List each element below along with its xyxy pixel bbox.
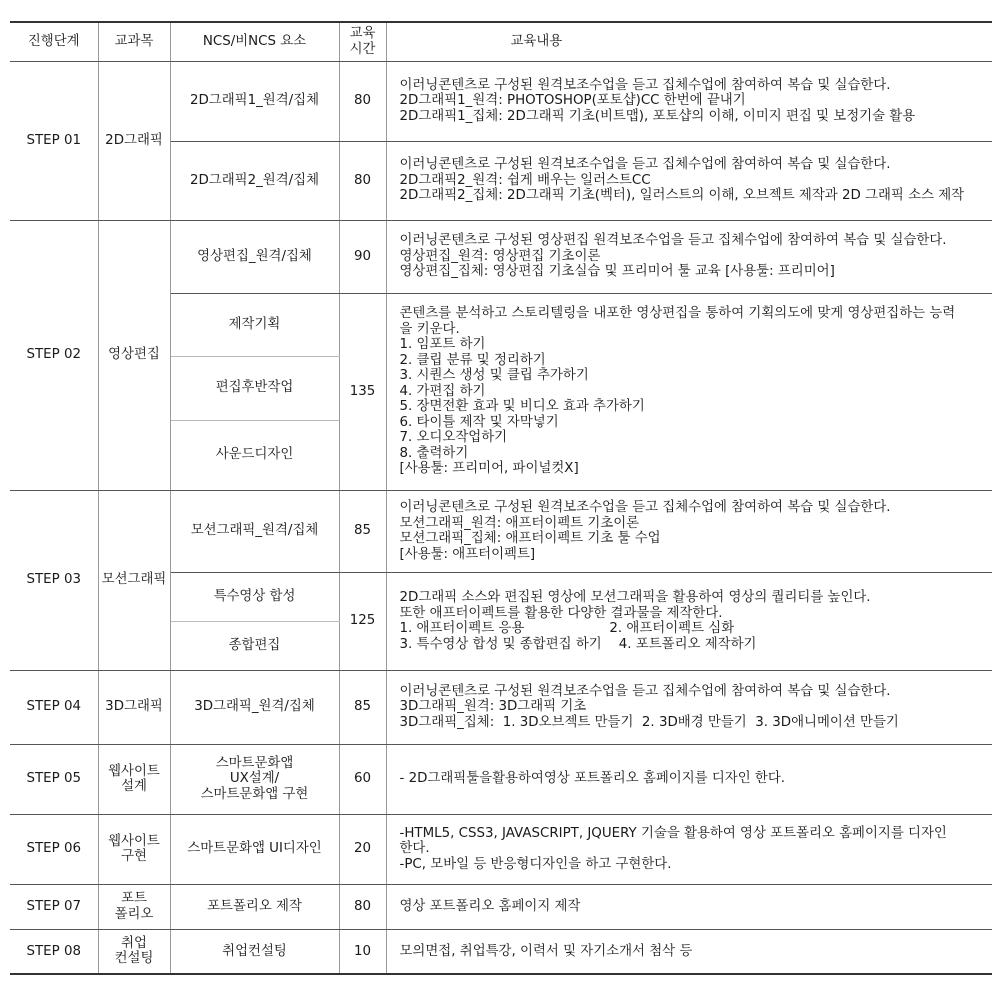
table-row	[10, 884, 992, 929]
step-cell: STEP 01	[10, 61, 98, 220]
content-line: 3. 시퀀스 생성 및 클립 추가하기	[399, 368, 589, 384]
content-line: 2D그래픽2_집체: 2D그래픽 기초(벡터), 일러스트의 이해, 오브젝트 제작과 2D 그래픽 소스 제작	[399, 188, 965, 204]
hours-cell: 85	[339, 490, 386, 572]
hours-cell: 80	[339, 141, 386, 220]
header-stage: 진행단계	[10, 22, 98, 61]
content-line: - 2D그래픽툴을활용하여영상 포트폴리오 홈페이지를 디자인 한다.	[399, 771, 786, 787]
subject-cell: 3D그래픽	[98, 670, 170, 744]
content-line: 7. 오디오작업하기	[399, 430, 508, 446]
table-row	[10, 814, 992, 884]
subject-line: 컨설팅	[114, 951, 154, 967]
content-line: 4. 가편집 하기	[399, 383, 486, 399]
step-cell: STEP 04	[10, 670, 98, 744]
table-row	[10, 220, 992, 293]
curriculum-table	[10, 21, 992, 975]
ncs-cell: 사운드디자인	[170, 420, 339, 490]
hours-cell: 80	[339, 884, 386, 929]
ncs-cell: 특수영상 합성	[170, 572, 339, 621]
hours-cell: 90	[339, 220, 386, 293]
content-line: 영상 포트폴리오 홈페이지 제작	[399, 898, 581, 914]
content-line: 3. 특수영상 합성 및 종합편집 하기 4. 포트폴리오 제작하기	[399, 636, 757, 652]
header-ncs: NCS/비NCS 요소	[170, 22, 339, 61]
content-line: 이러닝콘텐츠로 구성된 원격보조수업을 듣고 집체수업에 참여하여 복습 및 실습한다.	[399, 77, 891, 93]
subject-line: 설계	[121, 779, 147, 794]
step-cell: STEP 05	[10, 744, 98, 814]
content-line: 모의면접, 취업특강, 이력서 및 자기소개서 첨삭 등	[399, 943, 693, 959]
content-line: 8. 출력하기	[399, 445, 469, 461]
header-hours-line1: 교육	[349, 26, 376, 42]
content-cell	[386, 490, 992, 572]
hours-cell: 80	[339, 61, 386, 141]
subject-cell: 영상편집	[98, 220, 170, 490]
content-cell	[386, 744, 992, 814]
content-cell	[386, 884, 992, 929]
content-line: 이러닝콘텐츠로 구성된 원격보조수업을 듣고 집체수업에 참여하여 복습 및 실습한다.	[399, 157, 891, 173]
step-cell: STEP 02	[10, 220, 98, 490]
subject-cell	[98, 814, 170, 884]
ncs-cell: 모션그래픽_원격/집체	[170, 490, 339, 572]
content-line: 1. 애프터이펙트 응용 2. 애프터이펙트 심화	[399, 621, 735, 636]
ncs-cell: 스마트문화앱 UI디자인	[170, 814, 339, 884]
content-line: 2D그래픽1_원격: PHOTOSHOP(포토샵)CC 한번에 끝내기	[399, 93, 746, 109]
subject-cell	[98, 929, 170, 974]
content-line: 영상편집_원격: 영상편집 기초이론	[399, 248, 601, 264]
content-line: 콘텐츠를 분석하고 스토리텔링을 내포한 영상편집을 통하여 기획의도에 맞게 영상편집하는 능력을 키운다.	[399, 306, 956, 337]
content-line: 영상편집_집체: 영상편집 기초실습 및 프리미어 툴 교육 [사용툴: 프리미어]	[399, 264, 835, 280]
ncs-cell: 2D그래픽1_원격/집체	[170, 61, 339, 141]
ncs-cell: 영상편집_원격/집체	[170, 220, 339, 293]
table-row	[10, 490, 992, 572]
header-subject: 교과목	[98, 22, 170, 61]
subject-cell: 2D그래픽	[98, 61, 170, 220]
subject-line: 폴리오	[114, 906, 154, 922]
content-line: -PC, 모바일 등 반응형디자인을 하고 구현한다.	[399, 856, 672, 872]
hours-cell: 10	[339, 929, 386, 974]
ncs-line: 스마트문화앱	[215, 755, 294, 771]
content-line: 이러닝콘텐츠로 구성된 원격보조수업을 듣고 집체수업에 참여하여 복습 및 실습한다.	[399, 500, 891, 515]
subject-cell: 모션그래픽	[98, 490, 170, 670]
subject-cell	[98, 744, 170, 814]
content-line: 2D그래픽 소스와 편집된 영상에 모션그래픽을 활용하여 영상의 퀄리티를 높인다.	[399, 590, 871, 605]
hours-cell: 125	[339, 572, 386, 670]
content-cell	[386, 929, 992, 974]
step-cell: STEP 06	[10, 814, 98, 884]
header-content: 교육내용	[386, 22, 992, 61]
ncs-cell: 제작기획	[170, 293, 339, 356]
ncs-line: 스마트문화앱 구현	[200, 786, 309, 802]
table-row	[10, 670, 992, 744]
content-line: 모션그래픽_원격: 애프터이펙트 기초이론	[399, 515, 640, 531]
ncs-cell	[170, 744, 339, 814]
header-hours	[339, 22, 386, 61]
content-line: 이러닝콘텐츠로 구성된 원격보조수업을 듣고 집체수업에 참여하여 복습 및 실습한다.	[399, 683, 891, 699]
ncs-cell: 포트폴리오 제작	[170, 884, 339, 929]
content-line: 2. 클립 분류 및 정리하기	[399, 352, 546, 368]
step-cell: STEP 07	[10, 884, 98, 929]
hours-cell: 20	[339, 814, 386, 884]
ncs-cell: 2D그래픽2_원격/집체	[170, 141, 339, 220]
ncs-line: UX설계/	[229, 771, 280, 787]
content-line: 2D그래픽1_집체: 2D그래픽 기초(비트맵), 포토샵의 이해, 이미지 편집 및 보정기술 활용	[399, 108, 916, 124]
content-line: 2D그래픽2_원격: 쉽게 배우는 일러스트CC	[399, 172, 651, 188]
subject-line: 구현	[121, 849, 147, 864]
content-line: -HTML5, CSS3, JAVASCRIPT, JQUERY 기술을 활용하여 영상 포트폴리오 홈페이지를 디자인 한다.	[399, 825, 947, 857]
ncs-cell: 편집후반작업	[170, 356, 339, 420]
content-cell	[386, 61, 992, 141]
ncs-cell: 3D그래픽_원격/집체	[170, 670, 339, 744]
hours-cell: 135	[339, 293, 386, 490]
content-cell	[386, 814, 992, 884]
content-line: 이러닝콘텐츠로 구성된 영상편집 원격보조수업을 듣고 집체수업에 참여하여 복습 및 실습한다.	[399, 233, 947, 249]
table-row	[10, 929, 992, 974]
content-line: [사용툴: 애프터이펙트]	[399, 546, 536, 562]
table-row	[10, 61, 992, 141]
content-cell	[386, 141, 992, 220]
content-line: 6. 타이틀 제작 및 자막넣기	[399, 414, 559, 430]
hours-cell: 85	[339, 670, 386, 744]
step-cell: STEP 08	[10, 929, 98, 974]
content-cell	[386, 293, 992, 490]
table-row	[10, 744, 992, 814]
content-line: [사용툴: 프리미어, 파이널컷X]	[399, 461, 579, 477]
subject-cell	[98, 884, 170, 929]
header-hours-line2: 시간	[349, 41, 376, 57]
content-line: 3D그래픽_집체: 1. 3D오브젝트 만들기 2. 3D배경 만들기 3. 3D애니메이션 만들기	[399, 714, 899, 730]
subject-line: 웹사이트	[108, 833, 160, 849]
content-cell	[386, 670, 992, 744]
ncs-cell: 취업컨설팅	[170, 929, 339, 974]
step-cell: STEP 03	[10, 490, 98, 670]
content-line: 모션그래픽_집체: 애프터이펙트 기초 툴 수업	[399, 531, 661, 546]
content-line: 5. 장면전환 효과 및 비디오 효과 추가하기	[399, 399, 645, 415]
subject-line: 웹사이트	[108, 763, 160, 779]
content-line: 3D그래픽_원격: 3D그래픽 기초	[399, 699, 587, 715]
content-cell	[386, 572, 992, 670]
content-line: 1. 임포트 하기	[399, 337, 486, 353]
hours-cell: 60	[339, 744, 386, 814]
subject-line: 취업	[121, 935, 147, 951]
content-line: 또한 애프터이펙트를 활용한 다양한 결과물을 제작한다.	[399, 605, 723, 621]
content-cell	[386, 220, 992, 293]
subject-line: 포트	[121, 891, 147, 906]
header-row	[10, 22, 992, 61]
ncs-cell: 종합편집	[170, 621, 339, 670]
